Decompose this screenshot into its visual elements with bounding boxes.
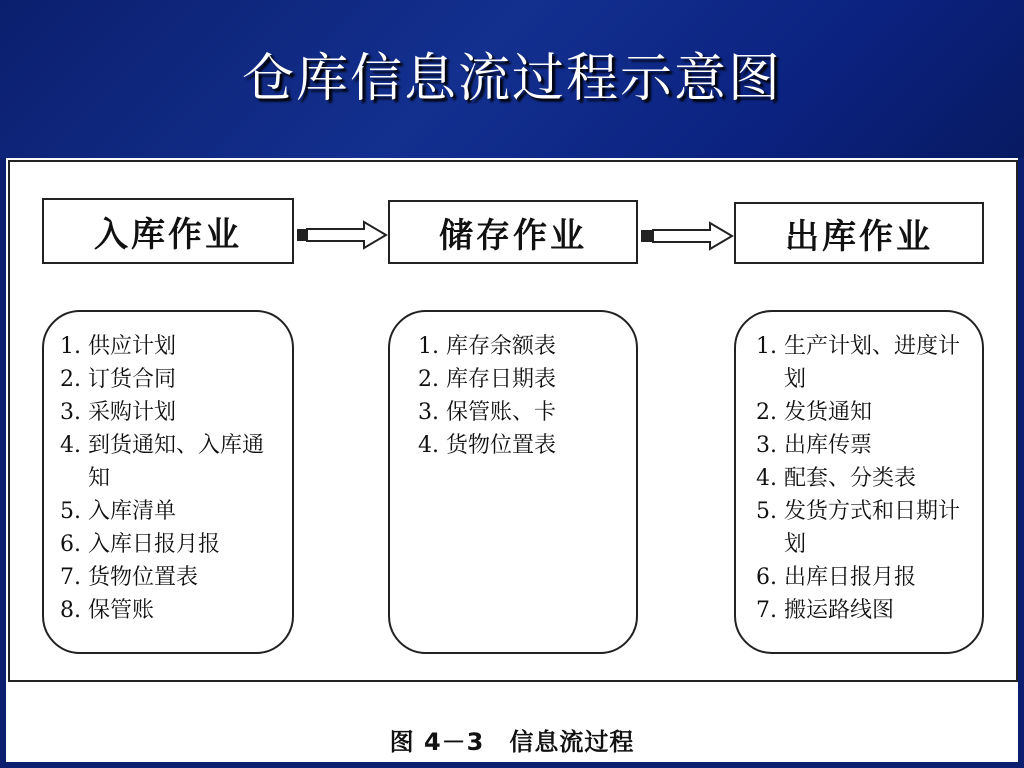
list-item: 6. 入库日报月报	[60, 532, 221, 557]
list-item: 5. 入库清单	[60, 499, 177, 524]
stage-inbound-label: 入库作业	[94, 214, 242, 255]
stage-inbound-box	[42, 198, 294, 264]
arrow-inbound-to-storage	[294, 220, 388, 250]
storage-document-box	[388, 310, 638, 654]
list-item: 4. 货物位置表	[418, 433, 557, 458]
outbound-document-box	[734, 310, 984, 654]
list-item: 3. 采购计划	[60, 400, 177, 425]
list-item: 1. 库存余额表	[418, 334, 557, 359]
outbound-document-list	[756, 330, 970, 627]
stage-outbound-label: 出库作业	[785, 216, 933, 257]
list-item: 1. 供应计划	[60, 334, 177, 359]
list-item: 4. 到货通知、入库通知	[60, 433, 265, 491]
list-item: 1. 生产计划、进度计划	[756, 334, 961, 392]
right-accent-bar	[1018, 158, 1024, 768]
list-item: 2. 发货通知	[756, 400, 873, 425]
list-item: 4. 配套、分类表	[756, 466, 917, 491]
list-item: 2. 订货合同	[60, 367, 177, 392]
inbound-document-box	[42, 310, 294, 654]
storage-document-list	[418, 330, 626, 462]
left-accent-bar	[0, 158, 6, 768]
stage-outbound-box	[734, 202, 984, 264]
list-item: 8. 保管账	[60, 598, 155, 623]
arrow-storage-to-outbound	[638, 221, 734, 251]
list-item: 7. 货物位置表	[60, 565, 199, 590]
list-item: 2. 库存日期表	[418, 367, 557, 392]
figure-caption: 图 4－3 信息流过程	[389, 728, 635, 756]
list-item: 5. 发货方式和日期计划	[756, 499, 961, 557]
list-item: 7. 搬运路线图	[756, 598, 895, 623]
list-item: 3. 出库传票	[756, 433, 873, 458]
slide-title: 仓库信息流过程示意图	[241, 49, 782, 109]
bottom-accent-bar	[0, 762, 1024, 768]
stage-storage-label: 储存作业	[439, 215, 587, 256]
list-item: 3. 保管账、卡	[418, 400, 557, 425]
inbound-document-list	[60, 330, 282, 627]
list-item: 6. 出库日报月报	[756, 565, 917, 590]
stage-storage-box	[388, 200, 638, 264]
